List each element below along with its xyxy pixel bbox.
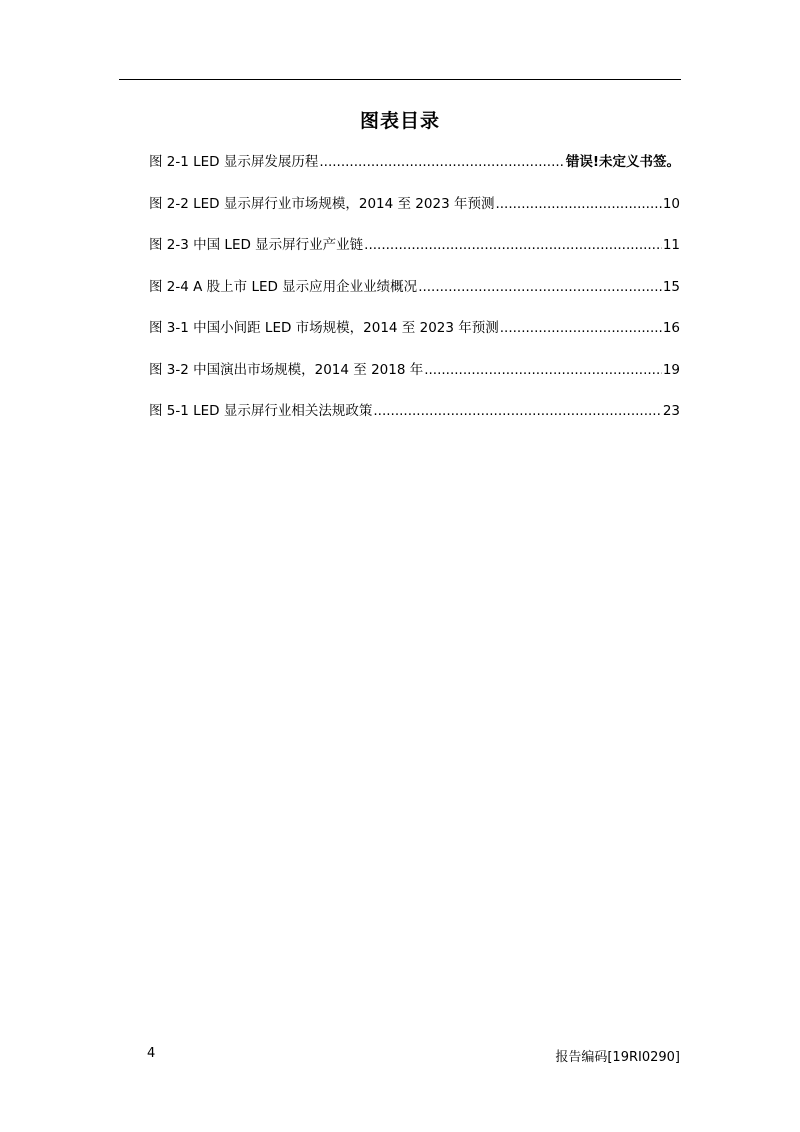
toc-entry-fig-2-2[interactable]: [149, 192, 680, 234]
toc-dot-leader: [495, 196, 661, 212]
page-title: 图表目录: [359, 110, 440, 132]
toc-dot-leader: [373, 403, 661, 419]
toc-entry-label: 图 2-1 LED 显示屏发展历程: [149, 154, 319, 170]
toc-entry-label: 图 2-4 A 股上市 LED 显示应用企业业绩概况: [149, 278, 418, 295]
toc-entry-page: 16: [662, 320, 680, 336]
toc-entry-page: 19: [662, 361, 680, 378]
toc-entry-page: 23: [662, 403, 680, 419]
toc-entry-fig-3-1[interactable]: [149, 316, 680, 358]
header-rule: [119, 79, 681, 80]
footer-report-code: 报告编码[19RI0290]: [555, 1050, 680, 1065]
toc-entry-fig-3-2[interactable]: [149, 358, 680, 400]
toc-entry-label: 图 2-3 中国 LED 显示屏行业产业链: [149, 237, 364, 253]
toc-entry-page: 10: [662, 195, 680, 212]
toc-entry-fig-2-3[interactable]: [149, 233, 680, 275]
toc-entry-page: 11: [662, 237, 680, 253]
toc-dot-leader: [418, 279, 662, 295]
figure-list: [149, 150, 680, 441]
toc-entry-label: 图 3-2 中国演出市场规模，2014 至 2018 年: [149, 361, 424, 378]
toc-entry-label: 图 5-1 LED 显示屏行业相关法规政策: [149, 403, 373, 419]
toc-entry-fig-2-1[interactable]: [149, 150, 680, 192]
toc-dot-leader: [364, 237, 662, 253]
footer-page-number: 4: [147, 1046, 156, 1061]
toc-entry-fig-2-4[interactable]: [149, 275, 680, 317]
toc-entry-label: 图 2-2 LED 显示屏行业市场规模，2014 至 2023 年预测: [149, 195, 495, 212]
toc-dot-leader: [319, 154, 564, 170]
toc-dot-leader: [424, 362, 662, 378]
toc-entry-fig-5-1[interactable]: [149, 399, 680, 441]
toc-entry-label: 图 3-1 中国小间距 LED 市场规模，2014 至 2023 年预测: [149, 320, 499, 336]
toc-entry-page-error: 错误!未定义书签。: [565, 154, 680, 170]
toc-dot-leader: [500, 320, 662, 336]
toc-entry-page: 15: [662, 278, 680, 295]
